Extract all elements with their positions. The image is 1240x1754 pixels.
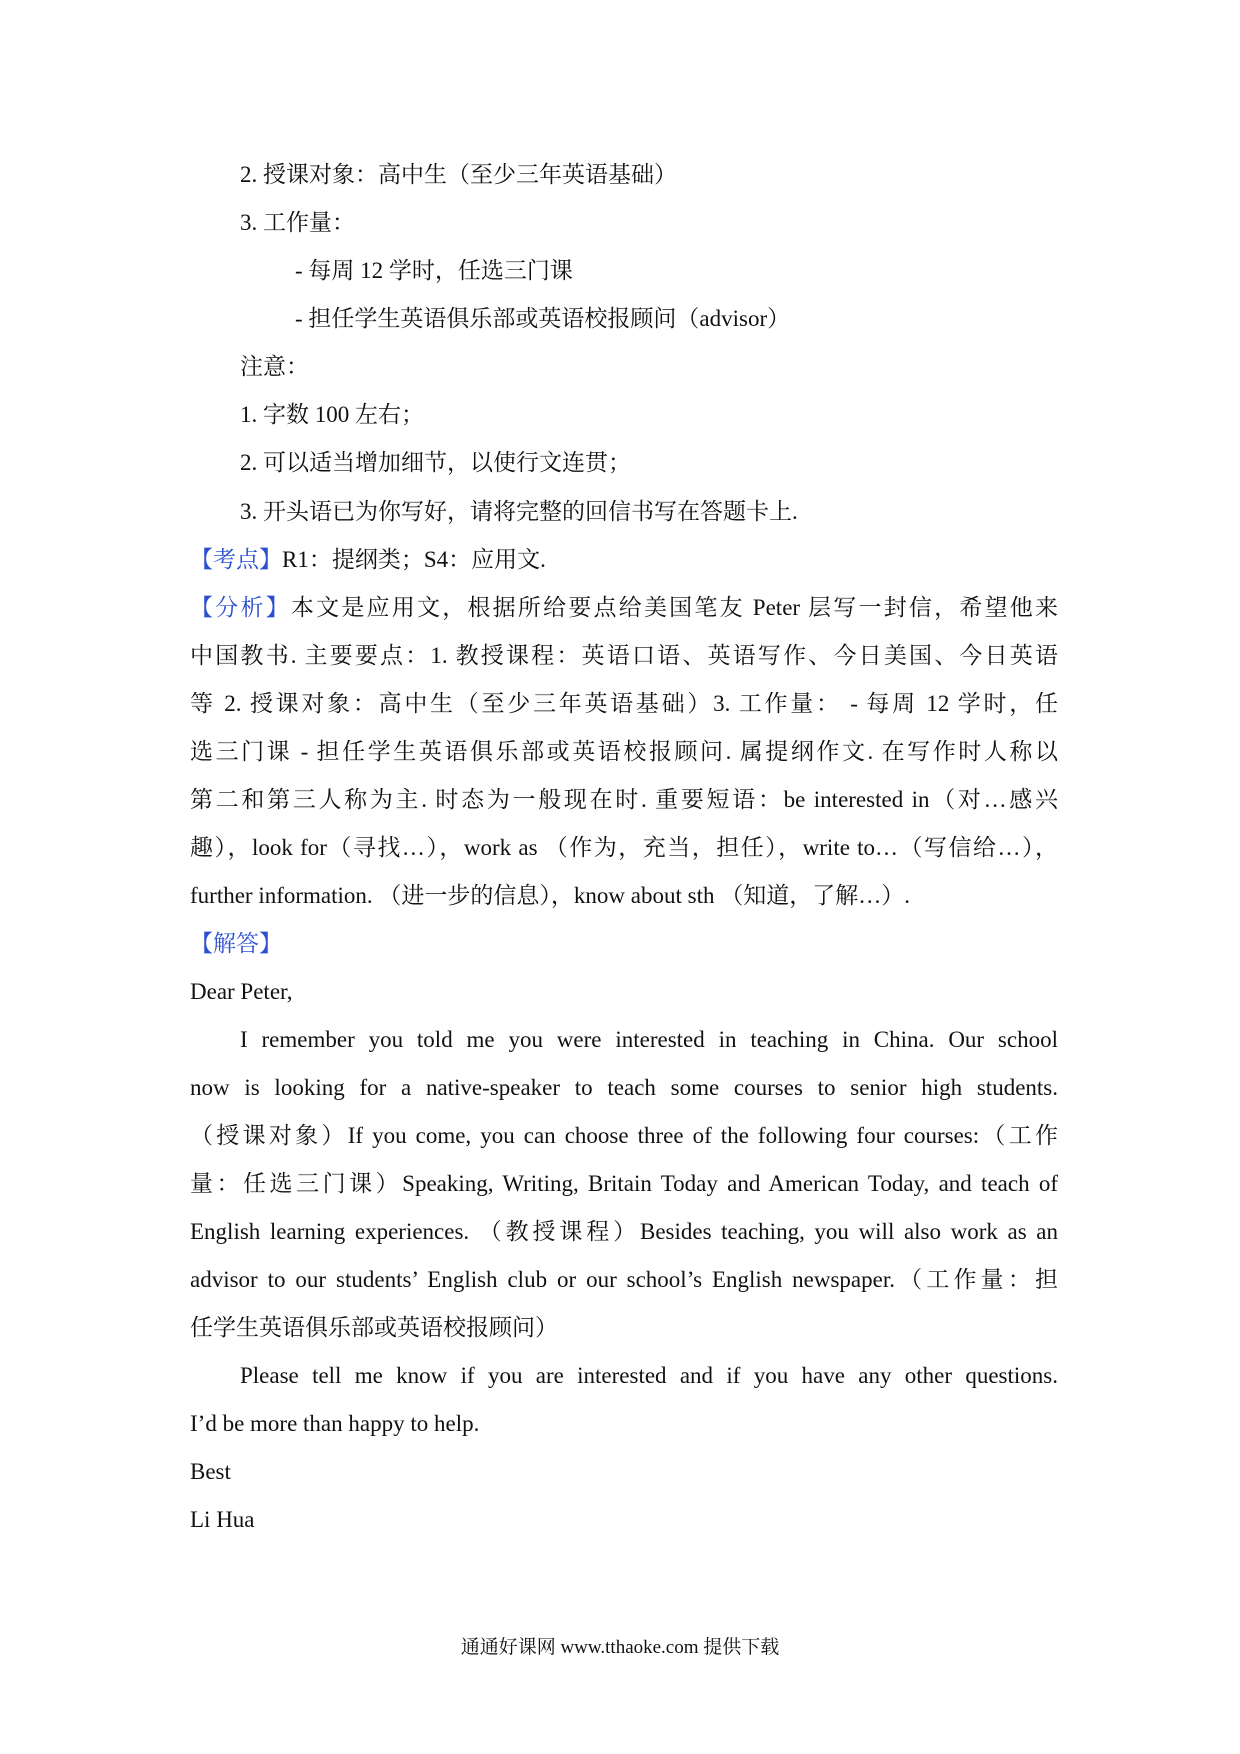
letter-paragraph-1-line-1: I remember you told me you were interested in teaching in China. Our school — [240, 1027, 1058, 1052]
note-item-1: 1. 字数 100 左右； — [240, 402, 424, 427]
fenxi-line-3: 等 2. 授课对象：高中生（至少三年英语基础）3. 工作量： - 每周 12 学时，任 — [190, 691, 1058, 716]
fenxi-line-5: 第二和第三人称为主. 时态为一般现在时. 重要短语：be interested in（对…感兴 — [190, 787, 1058, 812]
letter-paragraph-1-line-3: （授课对象）If you come, you can choose three of the following four courses:（工作 — [190, 1123, 1058, 1148]
letter-paragraph-2-line-1: Please tell me know if you are interested and if you have any other questions. — [240, 1363, 1058, 1388]
letter-greeting: Dear Peter, — [190, 979, 293, 1004]
letter-paragraph-1-line-2: now is looking for a native-speaker to teach some courses to senior high students. — [190, 1075, 1058, 1100]
fenxi-line-4: 选三门课 - 担任学生英语俱乐部或英语校报顾问. 属提纲作文. 在写作时人称以 — [190, 739, 1058, 764]
fenxi-line-7: further information. （进一步的信息），know about sth （知道，了解…）. — [190, 883, 910, 908]
requirement-item-2: 2. 授课对象：高中生（至少三年英语基础） — [240, 162, 677, 187]
requirement-item-3: 3. 工作量： — [240, 210, 355, 235]
letter-paragraph-1-line-7: 任学生英语俱乐部或英语校报顾问） — [190, 1315, 558, 1340]
fenxi-line-6: 趣），look for（寻找…），work as （作为，充当，担任），write to…（写信给…）， — [190, 835, 1058, 860]
kaodian-line — [190, 545, 546, 575]
note-item-2: 2. 可以适当增加细节，以使行文连贯； — [240, 450, 631, 475]
kaodian-text: R1：提纲类；S4：应用文. — [282, 547, 546, 572]
fenxi-line-2: 中国教书. 主要要点：1. 教授课程：英语口语、英语写作、今日美国、今日英语 — [190, 643, 1058, 668]
fenxi-text-1: 本文是应用文，根据所给要点给美国笔友 Peter 层写一封信，希望他来 — [290, 595, 1059, 620]
notes-heading: 注意： — [240, 354, 309, 379]
page-footer: 通通好课网 www.tthaoke.com 提供下载 — [460, 1637, 780, 1658]
jieda-label: 【解答】 — [190, 931, 282, 956]
letter-closing: Best — [190, 1459, 231, 1484]
letter-paragraph-1-line-4: 量：任选三门课）Speaking, Writing, Britain Today and American Today, and teach of — [190, 1171, 1058, 1196]
kaodian-label: 【考点】 — [190, 547, 282, 572]
requirement-item-3-sub-2: - 担任学生英语俱乐部或英语校报顾问（advisor） — [295, 306, 791, 331]
fenxi-line-1 — [190, 593, 1058, 623]
letter-paragraph-1-line-6: advisor to our students’ English club or our school’s English newspaper.（工作量：担 — [190, 1267, 1058, 1292]
letter-signature: Li Hua — [190, 1507, 255, 1532]
letter-paragraph-1-line-5: English learning experiences. （教授课程）Besides teaching, you will also work as an — [190, 1219, 1058, 1244]
letter-paragraph-2-line-2: I’d be more than happy to help. — [190, 1411, 480, 1436]
fenxi-label: 【分析】 — [190, 595, 291, 620]
requirement-item-3-sub-1: - 每周 12 学时，任选三门课 — [295, 258, 573, 283]
note-item-3: 3. 开头语已为你写好，请将完整的回信书写在答题卡上. — [240, 499, 798, 524]
